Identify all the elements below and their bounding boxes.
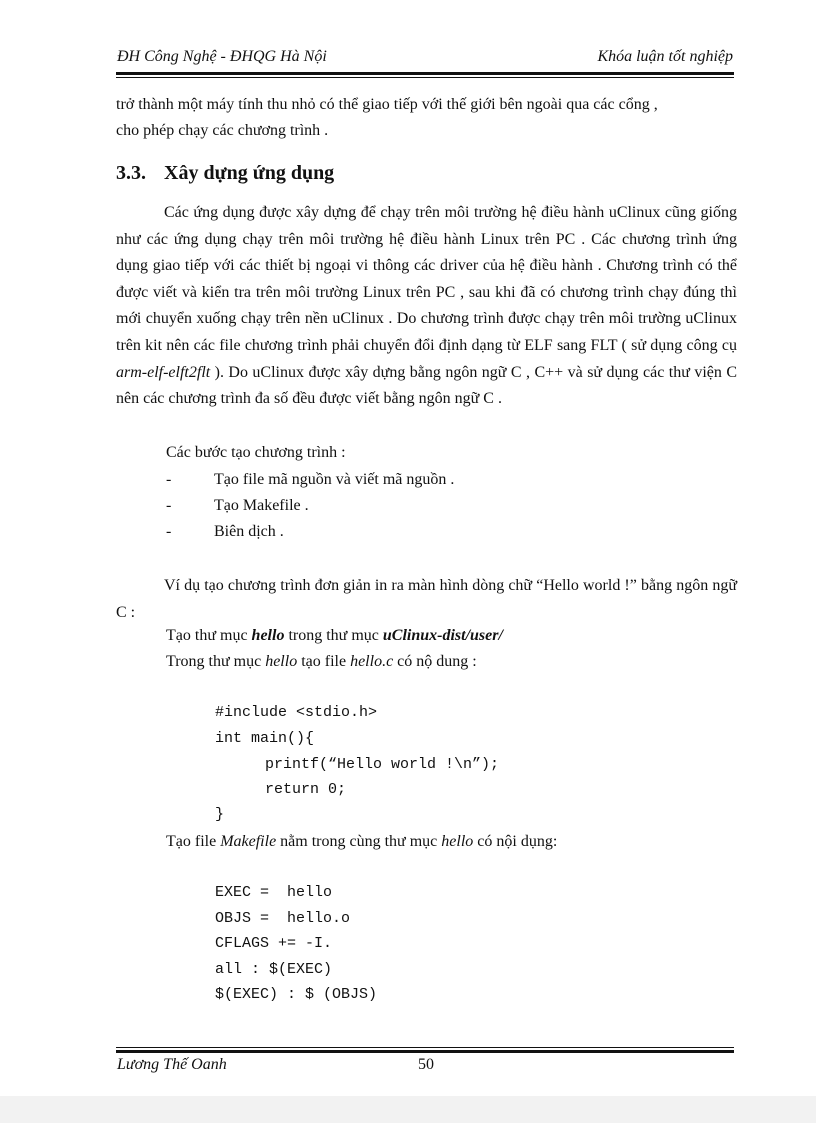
create-file-post: có nộ dung : (393, 653, 477, 670)
create-makefile-mid: nằm trong cùng thư mục (276, 833, 442, 850)
example-paragraph: Ví dụ tạo chương trình đơn giản in ra màn hình dòng chữ “Hello world !” bằng ngôn ngữ C : (116, 577, 737, 621)
file-name: hello.c (350, 653, 394, 670)
header-rule-thick (116, 72, 734, 75)
makefile-line: CFLAGS += -I. (215, 935, 333, 952)
create-file-mid: tạo file (297, 653, 351, 670)
step-text: Tạo Makefile . (214, 497, 309, 514)
section-title: Xây dựng ứng dụng (164, 162, 335, 184)
create-file-line (166, 653, 477, 671)
create-dir-mid: trong thư mục (284, 627, 383, 644)
create-dir-line (166, 627, 503, 645)
step-dash: - (166, 497, 172, 514)
header-thesis-type: Khóa luận tốt nghiệp (597, 48, 733, 65)
create-dir-pre: Tạo thư mục (166, 627, 252, 644)
makefile-line: $(EXEC) : $ (OBJS) (215, 986, 378, 1003)
code-line: #include <stdio.h> (215, 704, 378, 721)
steps-intro: Các bước tạo chương trình : (166, 444, 346, 461)
footer-rule-thin (116, 1047, 734, 1048)
makefile-name: Makefile (220, 833, 277, 850)
create-makefile-post: có nội dụng: (473, 833, 558, 850)
step-text: Biên dịch . (214, 523, 284, 540)
intro-line-2: cho phép chạy các chương trình . (116, 122, 329, 139)
step-dash: - (166, 523, 172, 540)
dir-name: hello (441, 833, 474, 850)
step-dash: - (166, 471, 172, 488)
makefile-line: all : $(EXEC) (215, 961, 333, 978)
dir-path: uClinux-dist/user/ (382, 627, 503, 644)
create-makefile-line (166, 833, 557, 851)
page-bottom-shade (0, 1096, 816, 1123)
footer-rule-thick (116, 1050, 734, 1053)
section-number: 3.3. (116, 162, 146, 184)
body-paragraph (116, 200, 737, 413)
code-line: printf(“Hello world !\n”); (265, 756, 500, 773)
code-line: } (215, 806, 225, 823)
header-institution: ĐH Công Nghệ - ĐHQG Hà Nội (117, 48, 327, 65)
code-line: return 0; (265, 781, 347, 798)
step-text: Tạo file mã nguồn và viết mã nguồn . (214, 471, 455, 488)
makefile-line: EXEC = hello (215, 884, 333, 901)
footer-author: Lương Thế Oanh (117, 1056, 227, 1073)
create-makefile-pre: Tạo file (166, 833, 221, 850)
create-file-pre: Trong thư mục (166, 653, 266, 670)
dir-name: hello (265, 653, 298, 670)
paragraph-text-part-1: Các ứng dụng được xây dựng để chạy trên môi trường hệ điều hành uClinux cũng giống như các ứng dụng chạy trên môi trường hệ điều hành Linux trên PC . Các chương trình ứng dụng giao tiếp với các thiết bị ngoại vi thông các driver của hệ điều hành . Chương trình có thể được viết và kiển tra trên môi trường Linux trên PC , sau khi đã có chương trình chạy đúng thì mới chuyển xuống chạy trên nền uClinux . Do chương trình được chạy trên môi trường uClinux trên kit nên các file chương trình phải chuyển đổi định dạng từ ELF sang FLT ( sử dụng công cụ (116, 204, 737, 354)
makefile-line: OBJS = hello.o (215, 910, 351, 927)
dir-name: hello (251, 627, 285, 644)
section-heading (116, 162, 334, 185)
intro-line-1: trở thành một máy tính thu nhỏ có thể giao tiếp với thế giới bên ngoài qua các cổng , (116, 96, 658, 113)
tool-name: arm-elf-elft2flt (116, 363, 211, 381)
code-line: int main(){ (215, 730, 315, 747)
paragraph-text-part-2: ). Do uClinux được xây dựng bằng ngôn ngữ C , C++ và sử dụng các thư viện C nên các chương trình đa số đều được viết bằng ngôn ngữ C . (116, 363, 737, 408)
page-number: 50 (418, 1056, 434, 1073)
header-rule-thin (116, 77, 734, 78)
